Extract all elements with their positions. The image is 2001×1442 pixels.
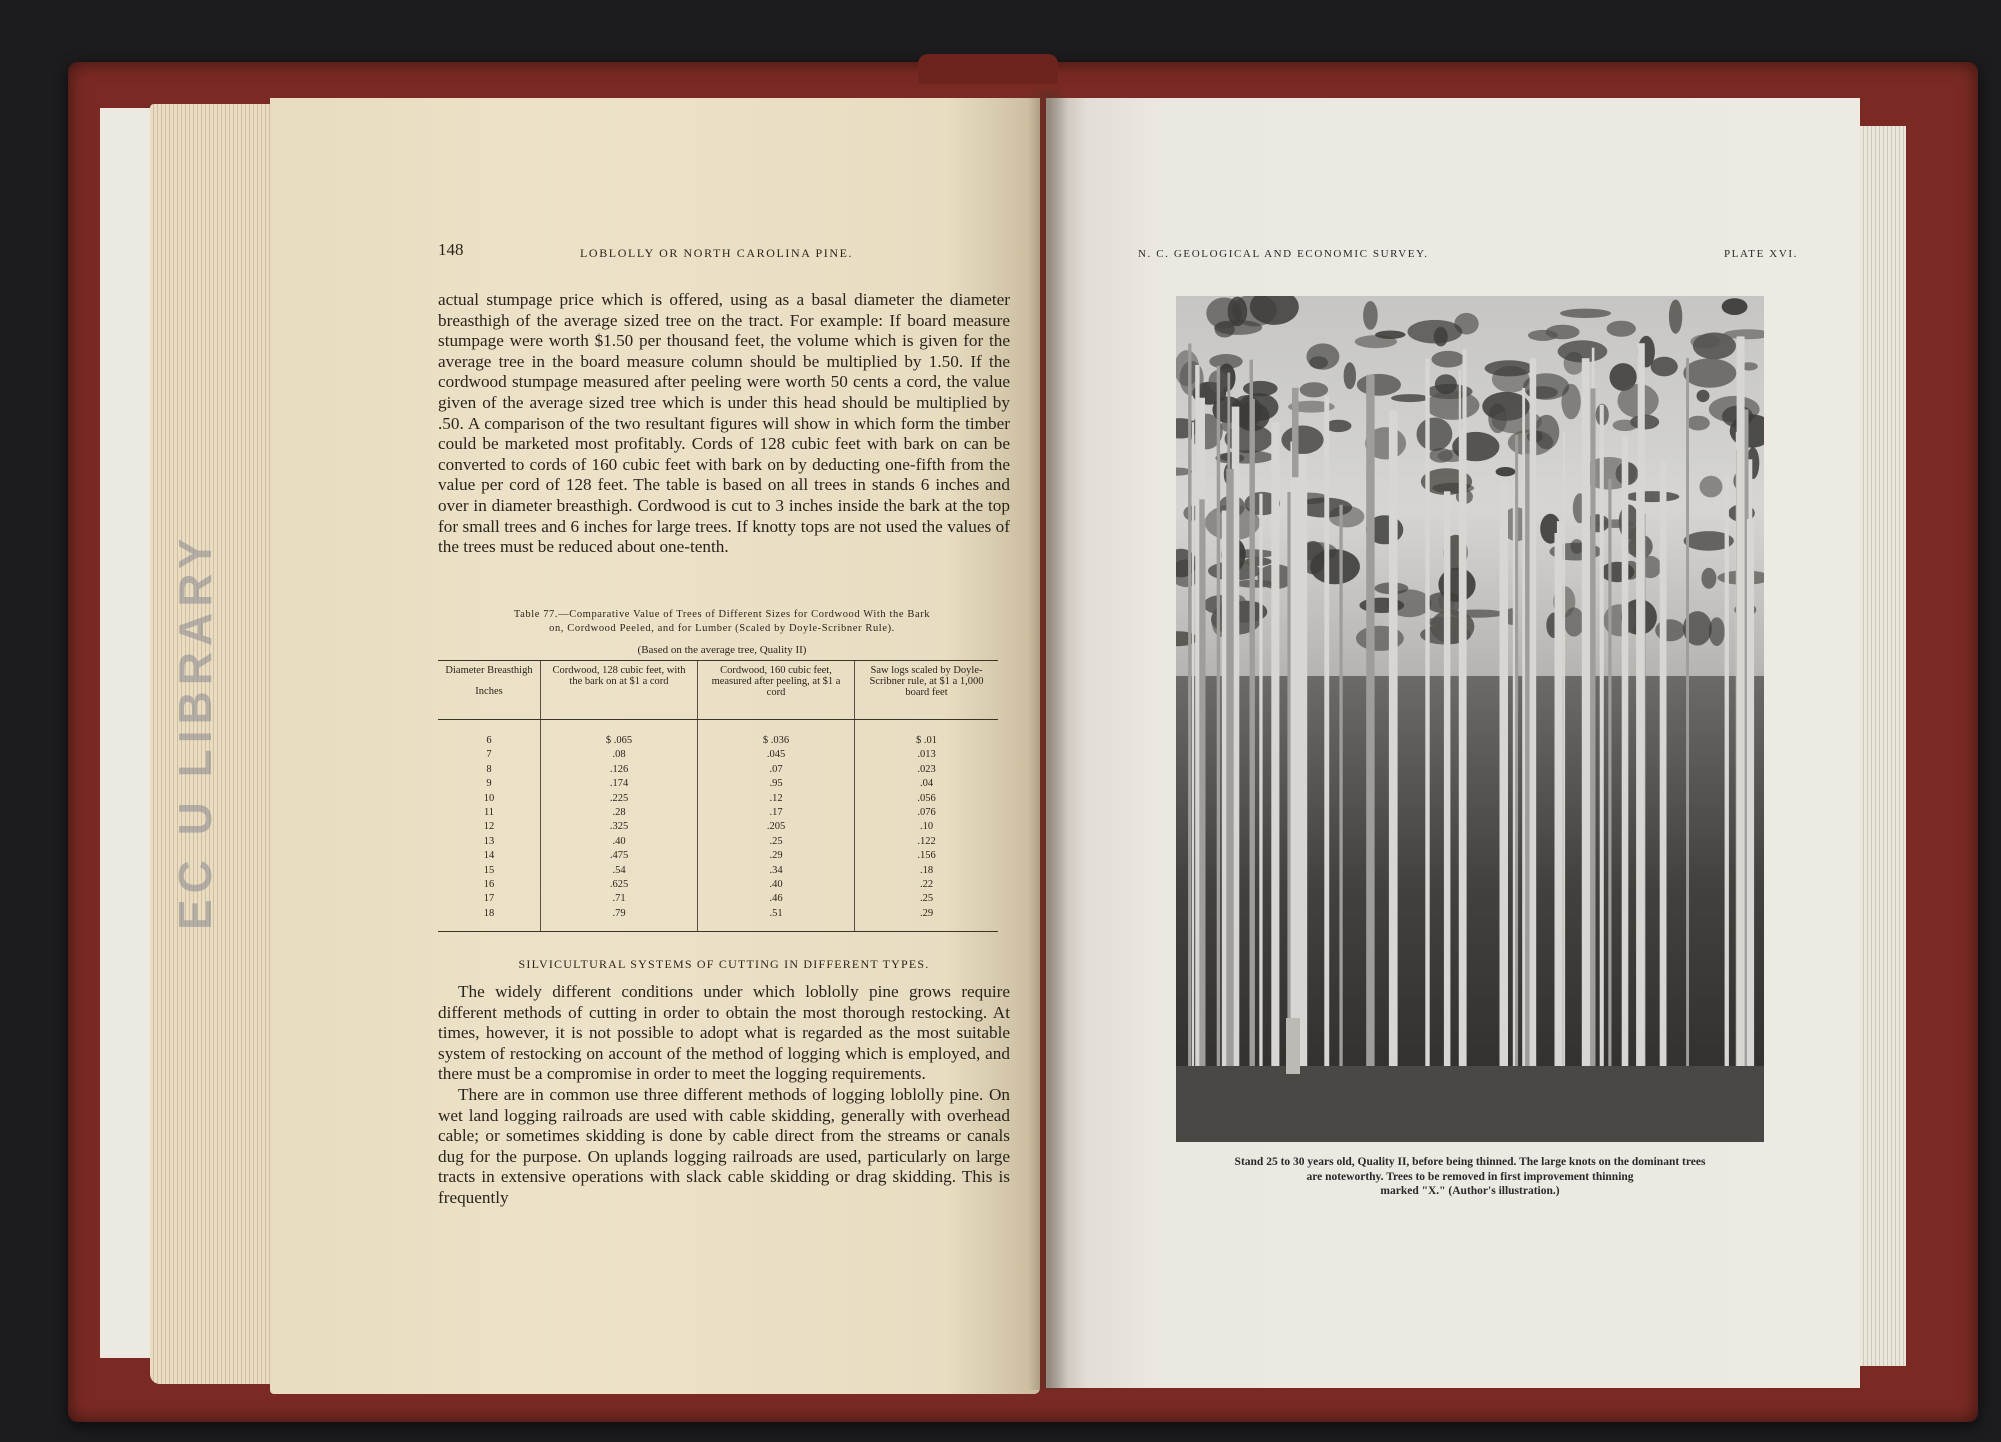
tree-trunk: [1444, 491, 1451, 1096]
table-cell: .04: [855, 777, 999, 791]
canopy-foliage: [1432, 351, 1465, 368]
table-cell: 13: [483, 835, 495, 847]
canopy-foliage: [1603, 604, 1635, 636]
tree-trunk: [1725, 476, 1729, 1096]
table-cell: .95: [698, 777, 855, 791]
table-cell: 15: [483, 864, 495, 876]
tree-trunk: [1324, 395, 1329, 1096]
body-paragraph-1-block: [438, 290, 1010, 558]
tree-trunk: [1530, 358, 1537, 1096]
column-header: Cordwood, 160 cubic feet, measured after peeling, at $1 a cord: [698, 661, 855, 720]
table-header-row: [438, 661, 998, 720]
table-cell: .18: [855, 864, 999, 878]
table-cell: .475: [541, 849, 698, 863]
tree-trunk: [1500, 483, 1509, 1096]
column-header: Cordwood, 128 cubic feet, with the bark on at $1 a cord: [541, 661, 698, 720]
table-cell: .045: [698, 748, 855, 762]
tree-trunk: [1582, 358, 1590, 1096]
running-title: LOBLOLLY OR NORTH CAROLINA PINE.: [580, 246, 854, 260]
book-gutter: [1028, 90, 1068, 1390]
table-row: [438, 849, 998, 863]
plate-label: PLATE XVI.: [1723, 248, 1798, 260]
tree-trunk: [1515, 435, 1518, 1096]
canopy-foliage: [1325, 420, 1351, 432]
table-row: [438, 864, 998, 878]
tree-trunk: [1259, 494, 1262, 1096]
tree-trunk: [1600, 405, 1604, 1096]
tree-trunk: [1291, 477, 1300, 1096]
canopy-foliage: [1281, 426, 1323, 455]
canopy-foliage: [1176, 631, 1198, 646]
canopy-foliage: [1408, 320, 1463, 344]
body-paragraph: The widely different conditions under which loblolly pine grows require different methods of cutting in order to obtain the most thorough restocking. At times, however, it is not possible to adopt what is regarded as the most suitable system of restocking on account of the method of logging which is employed, and there must be a compromise in order to meet the logging requirements.: [438, 982, 1010, 1084]
table-cell: 11: [483, 807, 495, 819]
table-row: [438, 892, 998, 906]
table-cell: .174: [541, 777, 698, 791]
left-endpaper: [100, 108, 150, 1358]
table-cell: 17: [483, 893, 495, 905]
table-cell: .17: [698, 806, 855, 820]
tree-trunk: [1660, 462, 1667, 1096]
canopy-foliage: [1306, 343, 1339, 369]
tree-trunk: [1389, 411, 1398, 1096]
value-table: [438, 660, 998, 932]
canopy-foliage: [1722, 298, 1748, 315]
tree-trunk: [1608, 479, 1611, 1096]
canopy-foliage: [1435, 374, 1457, 394]
body-paragraph-2-block: [438, 982, 1010, 1209]
tree-trunk: [1366, 375, 1374, 1096]
canopy-foliage: [1300, 382, 1328, 397]
table-cell: 14: [483, 850, 495, 862]
tree-trunk: [1638, 343, 1645, 1096]
canopy-foliage: [1357, 374, 1401, 396]
tree-trunk: [1460, 430, 1463, 1097]
photo-caption-line: are noteworthy. Trees to be removed in first improvement thinning: [1306, 1170, 1634, 1183]
table-cell: .22: [855, 878, 999, 892]
tree-trunk: [1202, 518, 1206, 1096]
tree-trunk: [1192, 422, 1194, 1096]
canopy-foliage: [1560, 309, 1611, 318]
forest-floor: [1176, 1066, 1764, 1142]
table-cell: .013: [855, 748, 999, 762]
table-cell: .54: [541, 864, 698, 878]
tree-trunk: [1463, 349, 1467, 1096]
table-cell: .225: [541, 792, 698, 806]
table-cell: .07: [698, 763, 855, 777]
table-cell: 12: [483, 821, 495, 833]
table-cell: .10: [855, 820, 999, 834]
table-row: [438, 720, 998, 749]
table-cell: .12: [698, 792, 855, 806]
table-cell: .625: [541, 878, 698, 892]
pine-stand-image: [1176, 296, 1764, 1142]
table-cell: .126: [541, 763, 698, 777]
table-cell: .40: [541, 835, 698, 849]
canopy-foliage: [1391, 394, 1429, 402]
canopy-foliage: [1701, 568, 1716, 589]
canopy-foliage: [1607, 321, 1636, 337]
tree-trunk: [1686, 358, 1689, 1096]
canopy-foliage: [1669, 300, 1682, 334]
table-cell: .08: [541, 748, 698, 762]
page-number: 148: [438, 240, 464, 259]
table-row: [438, 835, 998, 849]
tree-trunk: [1522, 388, 1525, 1096]
section-heading: SILVICULTURAL SYSTEMS OF CUTTING IN DIFFERENT TYPES.: [518, 957, 930, 971]
unit-label: Inches: [475, 686, 503, 697]
canopy-foliage: [1564, 607, 1584, 636]
tree-trunk: [1622, 436, 1629, 1096]
table-cell: 9: [486, 778, 492, 790]
library-stamp: EC U LIBRARY: [169, 532, 221, 930]
table-row: [438, 777, 998, 791]
tree-trunk: [1226, 469, 1233, 1096]
table-body: [438, 720, 998, 932]
table-cell: .51: [698, 907, 855, 932]
canopy-foliage: [1245, 557, 1272, 566]
tree-trunk: [1425, 359, 1429, 1096]
tree-trunk: [1563, 432, 1565, 1096]
canopy-foliage: [1683, 358, 1736, 387]
running-title: N. C. GEOLOGICAL AND ECONOMIC SURVEY.: [1138, 248, 1429, 260]
canopy-foliage: [1363, 301, 1378, 330]
table-row: [438, 806, 998, 820]
canopy-foliage: [1344, 362, 1356, 389]
tree-trunk: [1217, 366, 1220, 1096]
canopy-foliage: [1485, 360, 1534, 376]
column-header: Diameter Breasthigh Inches: [438, 661, 541, 720]
table-cell: 8: [486, 763, 492, 775]
table-row: [438, 907, 998, 932]
table-cell: 16: [483, 879, 495, 891]
canopy-foliage: [1375, 331, 1405, 339]
table-caption-line: Table 77.—Comparative Value of Trees of Different Sizes for Cordwood With the Bark: [513, 609, 931, 620]
canopy-foliage: [1417, 418, 1453, 451]
table-cell: .71: [541, 892, 698, 906]
canopy-foliage: [1625, 491, 1679, 502]
table-subcaption: (Based on the average tree, Quality II): [637, 644, 807, 656]
table-cell: .25: [698, 835, 855, 849]
tree-trunk: [1287, 492, 1290, 1096]
tree-trunk: [1250, 360, 1254, 1096]
table-cell: $ .065: [541, 720, 698, 749]
table-cell: 10: [483, 792, 495, 804]
right-page-stack: [1860, 126, 1906, 1366]
canopy-foliage: [1687, 416, 1710, 431]
tree-trunk: [1747, 519, 1754, 1096]
canopy-foliage: [1496, 467, 1516, 476]
table-row: [438, 792, 998, 806]
canopy-foliage: [1651, 357, 1678, 377]
table-cell: .156: [855, 849, 999, 863]
tree-trunk: [1339, 505, 1342, 1096]
table-cell: .29: [698, 849, 855, 863]
photo-caption-line: Stand 25 to 30 years old, Quality II, before being thinned. The large knots on the dominant trees: [1234, 1156, 1706, 1168]
table-cell: .40: [698, 878, 855, 892]
canopy-foliage: [1214, 320, 1262, 335]
canopy-foliage: [1432, 483, 1474, 494]
table-cell: .25: [855, 892, 999, 906]
table-cell: 18: [438, 907, 541, 932]
tree-trunk: [1299, 454, 1308, 1096]
table-cell: .076: [855, 806, 999, 820]
table-cell: .79: [541, 907, 698, 932]
table-cell: .46: [698, 892, 855, 906]
standing-person: [1286, 1018, 1300, 1074]
tree-trunk: [1590, 388, 1595, 1096]
body-paragraph: There are in common use three different methods of logging loblolly pine. On wet land logging railroads are used with cable skidding, generally with overhead cable; or sometimes skidding is done by cable direct from the streams or canals dug for the purpose. On uplands logging railroads are used, particularly on large tracts in extensive operations with slack cable skidding or drag skidding. This is frequently: [438, 1084, 1010, 1207]
table-cell: .122: [855, 835, 999, 849]
photo-caption-line: marked "X." (Author's illustration.): [1380, 1185, 1560, 1197]
canopy-foliage: [1613, 420, 1638, 431]
table-caption: [434, 608, 1010, 636]
table-row: [438, 820, 998, 834]
canopy-foliage: [1243, 381, 1278, 396]
left-running-head: [438, 240, 1014, 266]
table-cell: .056: [855, 792, 999, 806]
canopy-foliage: [1528, 330, 1558, 341]
table-row: [438, 748, 998, 762]
tree-trunk: [1737, 336, 1745, 1096]
table-row: [438, 763, 998, 777]
canopy-foliage: [1426, 391, 1480, 420]
canopy-foliage: [1180, 361, 1204, 396]
table-cell: .34: [698, 864, 855, 878]
table-row: [438, 878, 998, 892]
right-running-head: [1138, 248, 1798, 268]
table-caption-line: on, Cordwood Peeled, and for Lumber (Scaled by Doyle-Scribner Rule).: [549, 623, 895, 634]
forest-photograph: [1176, 296, 1764, 1142]
table-cell: 6: [486, 735, 492, 746]
canopy-foliage: [1709, 617, 1725, 646]
tree-trunk: [1188, 344, 1191, 1097]
table-cell: .205: [698, 820, 855, 834]
tree-trunk: [1271, 423, 1279, 1097]
table-cell: .29: [855, 907, 999, 932]
table-cell: .325: [541, 820, 698, 834]
canopy-foliage: [1238, 393, 1278, 421]
canopy-foliage: [1655, 619, 1685, 641]
canopy-foliage: [1697, 390, 1710, 402]
table-cell: $ .036: [698, 720, 855, 749]
tree-trunk: [1557, 521, 1563, 1096]
body-paragraph: actual stumpage price which is offered, using as a basal diameter the diameter breasthigh of the average sized tree on the tract. For example: If board measure stumpage were worth $1.50 per thousand feet, the volume which is given for the average tree in the board measure column should be multiplied by 1.50. If the cordwood stumpage measured after peeling were worth 50 cents a cord, the value given of the average sized tree which is under this head should be multiplied by .50. A comparison of the two resultant figures will show in which form the timber could be marketed most profitably. Cords of 128 cubic feet with bark on can be converted to cords of 160 cubic feet with bark on by deducting one-fifth from the value per cord of 128 feet. The table is based on all trees in stands 6 inches and over in diameter breasthigh. Cordwood is cut to 3 inches inside the bark at the top for small trees and 6 inches for large trees. If knotty tops are not used the values of the trees must be reduced about one-tenth.: [438, 290, 1010, 557]
table-cell: .28: [541, 806, 698, 820]
canopy-foliage: [1700, 476, 1723, 498]
book-spine: [918, 54, 1058, 84]
column-header: Saw logs scaled by Doyle-Scribner rule, at $1 a 1,000 board feet: [855, 661, 999, 720]
canopy-foliage: [1693, 333, 1736, 360]
photo-caption: [1166, 1155, 1774, 1199]
table-cell: 7: [486, 749, 492, 761]
table-cell: $ .01: [855, 720, 999, 749]
table-cell: .023: [855, 763, 999, 777]
